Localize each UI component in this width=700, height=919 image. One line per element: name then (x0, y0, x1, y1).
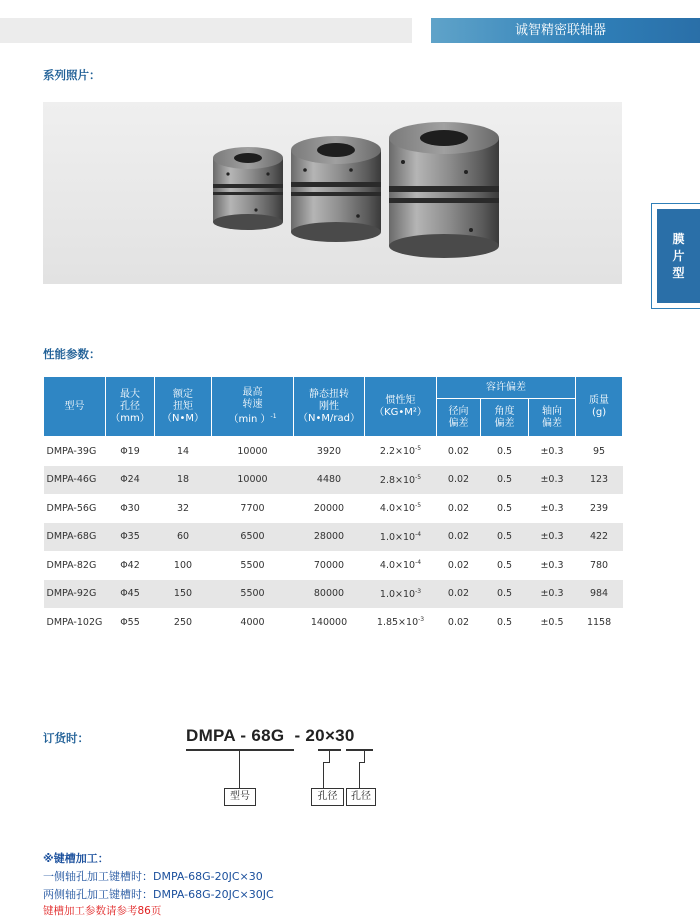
order-leader (323, 762, 330, 763)
header-title: 诚智精密联轴器 (515, 23, 607, 38)
order-leader (359, 762, 360, 788)
ordering-title: 订货时： (43, 731, 89, 745)
order-leader (239, 751, 240, 788)
col-header-model: 型号 (44, 377, 106, 437)
side-category-tab[interactable] (651, 203, 700, 309)
label-bore-2: 孔径 (346, 788, 376, 806)
performance-section-title: 性能参数： (43, 347, 101, 361)
col-header-speed: 最高 转速 （min ）$^{-1}$ (212, 377, 294, 437)
photo-section-title: 系列照片： (43, 68, 101, 82)
col-header-radial: 径向 偏差 (437, 399, 481, 437)
coupling-small (213, 147, 283, 230)
col-header-inertia: 惯性矩 （KG•M²） (365, 377, 437, 437)
order-underline-bore2 (346, 749, 373, 751)
table-row: DMPA-68G Φ35 60 6500 28000 $1.0\times 10^{-4}$ 0.02 0.5 ±0.3 422 (44, 523, 623, 552)
header-gray-band (0, 18, 412, 43)
product-photo (43, 102, 622, 284)
col-header-mass: 质量 (g) (576, 377, 623, 437)
col-header-tolerance: 容许偏差 (437, 377, 576, 399)
side-tab-char: 膜 (672, 231, 685, 246)
keyway-one-side: 一侧轴孔加工键槽时：DMPA-68G-20JC×30 (43, 870, 263, 883)
table-row: DMPA-92G Φ45 150 5500 80000 $1.0\times 10^{-3}$ 0.02 0.5 ±0.3 984 (44, 580, 623, 609)
col-header-torque: 额定 扭矩 （N•M） (155, 377, 212, 437)
table-row: DMPA-82G Φ42 100 5500 70000 $4.0\times 10^{-4}$ 0.02 0.5 ±0.3 780 (46, 559, 609, 572)
side-tab-char: 型 (672, 265, 685, 280)
table-row: DMPA-39G Φ19 14 10000 3920 $2.2\times 10^{-5}$ 0.02 0.5 ±0.3 95 (46, 445, 606, 458)
coupling-large (389, 122, 499, 258)
col-header-stiffness: 静态扭转 刚性 （N•M/rad） (294, 377, 365, 437)
order-leader (323, 762, 324, 788)
table-row: DMPA-56G Φ30 32 7700 20000 $4.0\times 10^{-5}$ 0.02 0.5 ±0.3 239 (46, 502, 609, 515)
order-code: DMPA - 68G - 20×30 (186, 726, 355, 745)
table-row: DMPA-46G Φ24 18 10000 4480 $2.8\times 10^{-5}$ 0.02 0.5 ±0.3 123 (44, 466, 623, 495)
order-underline-model (186, 749, 294, 751)
coupling-images (43, 102, 622, 284)
label-model: 型号 (224, 788, 256, 806)
table-row: DMPA-102G Φ55 250 4000 140000 $1.85\times 10^{-3}$ 0.02 0.5 ±0.5 1158 (46, 616, 612, 629)
col-header-bore: 最大 孔径 （mm） (106, 377, 155, 437)
col-header-angular: 角度 偏差 (481, 399, 529, 437)
keyway-reference: 键槽加工参数请参考86页 (43, 905, 162, 917)
keyway-title: ※键槽加工： (43, 852, 109, 865)
spec-table (43, 376, 623, 637)
coupling-medium (291, 136, 381, 242)
keyway-two-side: 两侧轴孔加工键槽时：DMPA-68G-20JC×30JC (43, 888, 274, 901)
header-banner (431, 18, 700, 43)
col-header-axial: 轴向 偏差 (529, 399, 576, 437)
side-tab-char: 片 (672, 248, 685, 263)
label-bore-1: 孔径 (311, 788, 344, 806)
